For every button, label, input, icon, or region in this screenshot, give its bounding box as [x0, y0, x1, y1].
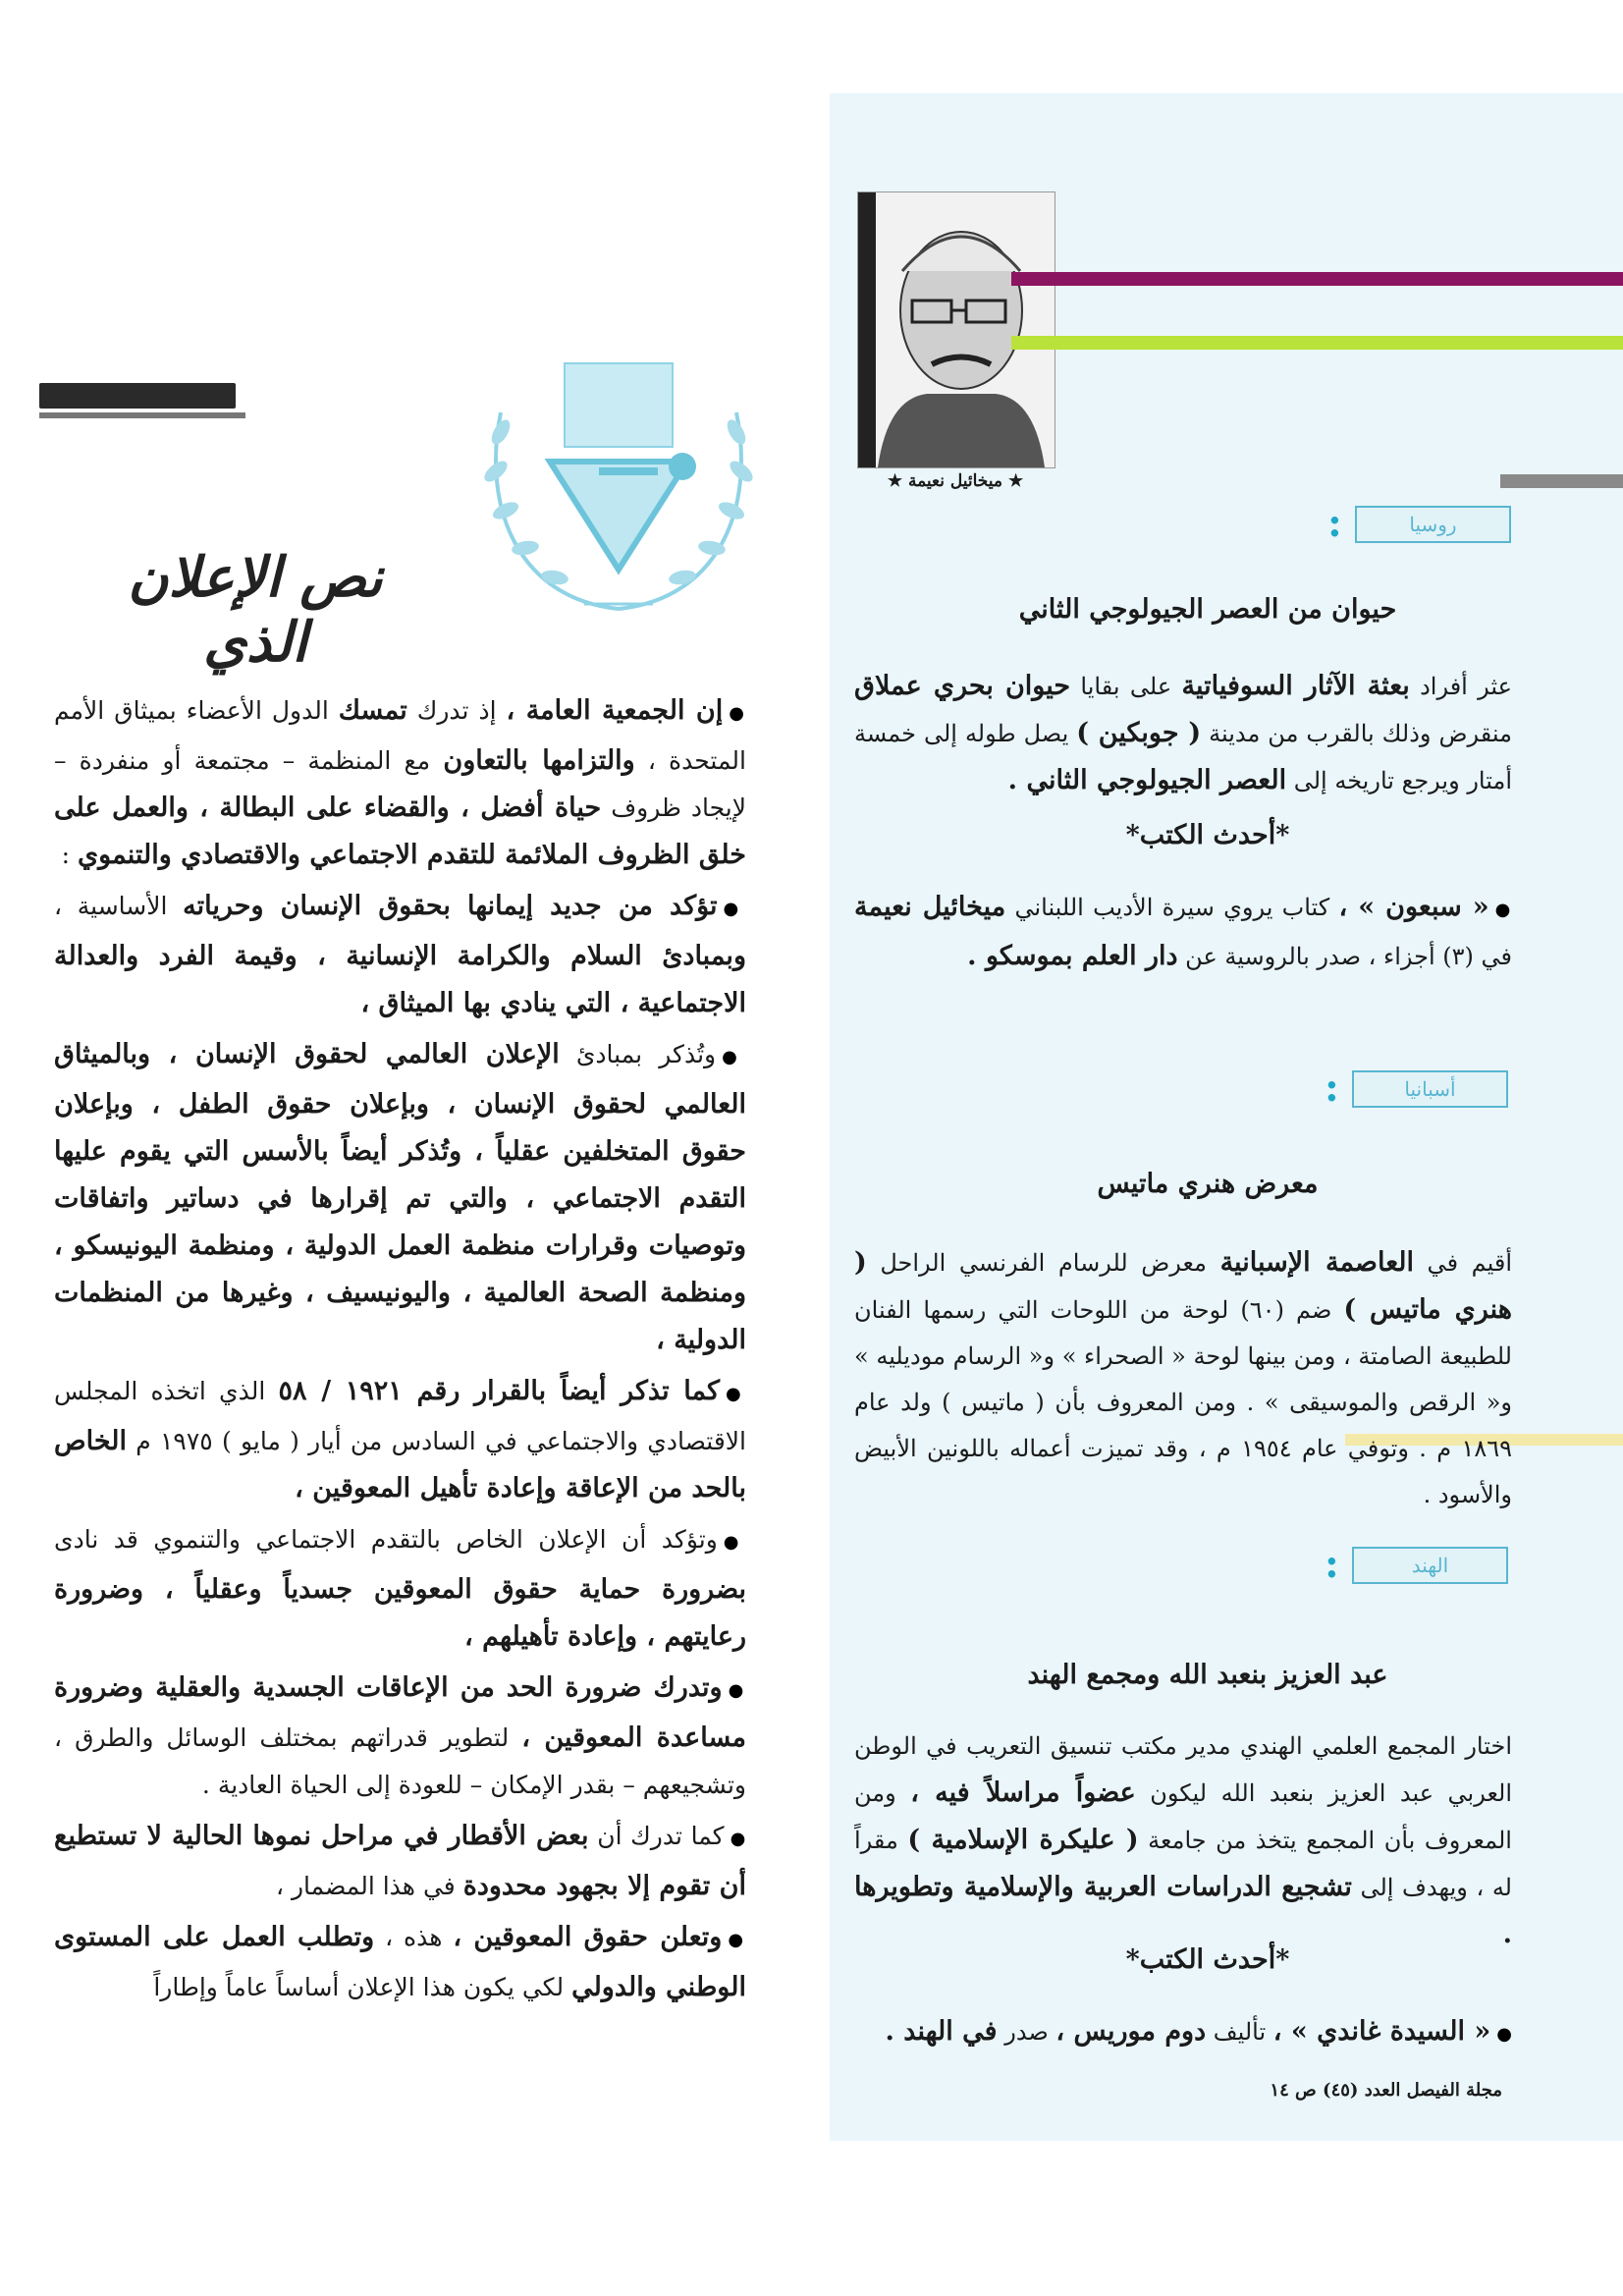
latest-books-russia — [854, 884, 1512, 980]
text-run: تمسك — [338, 695, 407, 726]
text-run: حياة أفضل ، والقضاء على البطالة ، والعمل على خلق الظروف الملائمة للتقدم الاجتماعي والاقتصادي والتنموي — [54, 793, 746, 870]
text-run: الدول الأعضاء بميثاق الأمم المتحدة ، — [54, 696, 746, 775]
text-run: ومن المعروف بأن المجمع يتخذ من جامعة — [854, 1779, 1512, 1854]
text-run: كما تدرك أن — [588, 1822, 725, 1850]
bullet-icon: ● — [728, 1680, 746, 1701]
text-run: مقراً له ، ويهدف إلى — [854, 1827, 1512, 1901]
section-title-spain: معرض هنري ماتيس — [1097, 1169, 1319, 1199]
decor-stripe-gray — [1500, 474, 1623, 488]
text-run: على بقايا — [1070, 673, 1182, 700]
bullet-icon: ● — [723, 899, 746, 919]
paragraph — [854, 884, 1512, 980]
bullet-icon: ● — [1496, 2024, 1512, 2045]
text-run: وتعلن حقوق المعوقين ، — [453, 1922, 723, 1952]
text-run: ضم (٦٠) لوحة من اللوحات التي رسمها الفنان للطبيعة الصامتة ، ومن بينها لوحة « الصحراء » و« الرسام موديليه » و« الرقص والموسيقى » . ومن المعروف بأن ( ماتيس ) ولد عام ١٨٦٩ م . وتوفي عام ١٩٥٤ م ، وقد تميزت أعماله باللونين الأبيض والأسود . — [854, 1296, 1512, 1508]
page-footer: مجلة الفيصل العدد (٤٥) ص ١٤ — [1270, 2080, 1502, 2101]
text-run: لكي يكون هذا الإعلان أساساً عاماً وإطاراً — [153, 1973, 572, 2001]
text-run: هذه ، — [374, 1923, 454, 1951]
latest-books-india — [854, 2008, 1512, 2057]
section-title-russia: حيوان من العصر الجيولوجي الثاني — [1018, 594, 1397, 625]
tag-colon: : — [1325, 1541, 1339, 1587]
section-body-spain — [854, 1239, 1512, 1518]
country-tag-spain: أسبانيا — [1352, 1070, 1508, 1108]
text-run: وبمبادئ السلام والكرامة الإنسانية ، وقيمة الفرد والعدالة الاجتماعية ، التي ينادي بها الميثاق ، — [54, 941, 746, 1018]
text-run: ( هنري ماتيس ) — [854, 1247, 1513, 1325]
laurel-emblem-logo — [461, 324, 776, 638]
text-run: دوم موريس ، — [1055, 2016, 1207, 2047]
masthead-shadow — [39, 412, 245, 418]
bullet-icon: ● — [729, 703, 746, 724]
country-tag-russia: روسيا — [1355, 506, 1511, 543]
text-run: كما تذكر أيضاً بالقرار رقم ١٩٢١ / ٥٨ — [278, 1376, 720, 1406]
text-run: عضواً مراسلاً فيه ، — [910, 1777, 1136, 1808]
text-run: في الهند . — [885, 2016, 998, 2047]
text-run: : — [61, 841, 78, 869]
text-run: اختار المجمع العلمي الهندي مدير مكتب تنسيق التعريب في الوطن العربي عبد العزيز بنعبد الله ليكون — [854, 1732, 1513, 1807]
text-run: الأساسية ، — [54, 892, 184, 920]
paragraph — [854, 1239, 1512, 1518]
decor-stripe-green — [1011, 336, 1623, 350]
text-run: وتؤكد أن الإعلان الخاص بالتقدم الاجتماعي والتنموي قد نادى — [54, 1525, 718, 1554]
bullet-icon: ● — [730, 1829, 746, 1849]
text-run: كتاب يروي سيرة الأديب اللبناني — [1005, 894, 1339, 921]
text-run: إن الجمعية العامة ، — [506, 695, 724, 726]
text-run: صدر — [997, 2018, 1056, 2046]
text-run: بضرورة حماية حقوق المعوقين جسدياً وعقلياً ، وضرورة رعايتهم ، وإعادة تأهيلهم ، — [54, 1574, 746, 1652]
text-run: يصل طوله إلى خمسة أمتار ويرجع تاريخه إلى — [854, 720, 1512, 794]
text-run: ( جوبكين ) — [1076, 718, 1202, 748]
paragraph — [54, 883, 746, 1027]
text-run: لتطوير قدراتهم بمختلف الوسائل والطرق ، وتشجيعهم – بقدر الإمكان – للعودة إلى الحياة العادية . — [54, 1723, 746, 1799]
paragraph — [54, 1813, 746, 1910]
text-run: وتُذكر بمبادئ — [559, 1040, 717, 1068]
text-run: ميخائيل نعيمة — [854, 892, 1006, 922]
bullet-icon: ● — [722, 1047, 746, 1067]
section-title-india: عبد العزيز بنعبد الله ومجمع الهند — [1027, 1660, 1388, 1690]
paragraph — [854, 2008, 1512, 2057]
text-run: في هذا المضمار ، — [275, 1872, 463, 1900]
text-run: « السيدة غاندي » ، — [1272, 2016, 1491, 2047]
text-run: ( عليكرة الإسلامية ) — [907, 1825, 1139, 1855]
section-body-india — [854, 1723, 1512, 1958]
text-run: تشجيع الدراسات العربية والإسلامية وتطويرها . — [854, 1872, 1512, 1949]
paragraph — [54, 1665, 746, 1809]
paragraph — [854, 1723, 1512, 1958]
paragraph — [54, 1368, 746, 1512]
text-run: وتطلب العمل على المستوى الوطني والدولي — [54, 1922, 746, 2002]
text-run: بعض الأقطار في مراحل نموها الحالية لا تستطيع أن تقوم إلا بجهود محدودة — [54, 1821, 746, 1901]
photo-caption: ★ ميخائيل نعيمة ★ — [887, 471, 1024, 491]
decor-stripe-purple — [1011, 272, 1623, 286]
text-run: دار العلم بموسكو . — [967, 941, 1178, 971]
text-run: تؤكد من جديد إيمانها بحقوق الإنسان وحرياته — [183, 891, 718, 921]
text-run: « سبعون » ، — [1338, 892, 1489, 922]
text-run: منقرض وذلك بالقرب من مدينة — [1201, 720, 1512, 747]
text-run: عثر أفراد — [1409, 673, 1512, 700]
portrait-photo — [857, 191, 1055, 468]
tag-colon: : — [1327, 500, 1342, 546]
bullet-icon: ● — [728, 1930, 746, 1950]
text-run: العصر الجيولوجي الثاني . — [1007, 765, 1287, 795]
text-run: إذ تدرك — [406, 696, 507, 725]
latest-books-label: *أحدث الكتب* — [1125, 820, 1290, 850]
country-tag-india: الهند — [1352, 1547, 1508, 1584]
paragraph — [54, 1031, 746, 1364]
bullet-icon: ● — [1494, 900, 1512, 920]
text-run: تأليف — [1206, 2018, 1273, 2046]
masthead-underline — [39, 383, 236, 409]
masthead-title — [39, 216, 432, 452]
text-run: العاصمة الإسبانية — [1219, 1247, 1414, 1278]
bullet-icon: ● — [725, 1384, 746, 1404]
text-run: في (٣) أجزاء ، صدر بالروسية عن — [1177, 943, 1512, 970]
paragraph — [54, 1914, 746, 2011]
text-run: أقيم في — [1413, 1249, 1512, 1277]
text-run: بعثة الآثار السوفياتية — [1181, 671, 1410, 701]
latest-books-label: *أحدث الكتب* — [1125, 1944, 1290, 1975]
text-run: الإعلان العالمي لحقوق الإنسان ، وبالميثاق العالمي لحقوق الإنسان ، وبإعلان حقوق الطفل ، وبإعلان حقوق المتخلفين عقلياً ، وتُذكر أيضاً بالأسس التي يقوم عليها التقدم الاجتماعي ، والتي تم إقرارها في دساتير واتفاقات وتوصيات وقرارات منظمة العمل الدولية ، ومنظمة اليونيسكو ، ومنظمة الصحة العالمية ، واليونيسيف ، وغيرها من المنظمات الدولية ، — [54, 1039, 746, 1355]
left-declaration-text — [54, 687, 746, 2015]
paragraph — [54, 1516, 746, 1661]
text-run: حيوان بحري عملاق — [854, 671, 1071, 701]
text-run: معرض للرسام الفرنسي الراحل — [866, 1249, 1220, 1277]
left-header — [0, 0, 815, 675]
text-run: والتزامها بالتعاون — [443, 745, 635, 776]
text-run: مع المنظمة – مجتمعة أو منفردة – لإيجاد ظروف — [54, 746, 746, 822]
bullet-icon: ● — [723, 1532, 746, 1553]
text-run: وتدرك ضرورة الحد من الإعاقات الجسدية والعقلية وضرورة مساعدة المعوقين ، — [54, 1672, 746, 1753]
text-run: الخاص بالحد من الإعاقة وإعادة تأهيل المعوقين ، — [54, 1426, 746, 1503]
tag-colon: : — [1325, 1065, 1339, 1111]
text-run: الذي اتخذه المجلس الاقتصادي والاجتماعي في السادس من أيار ( مايو ) ١٩٧٥ م — [54, 1377, 747, 1455]
paragraph — [54, 687, 746, 879]
declaration-subtitle: نص الإعلان الذي — [128, 545, 383, 675]
paragraph — [854, 663, 1512, 804]
section-body-russia — [854, 663, 1512, 804]
